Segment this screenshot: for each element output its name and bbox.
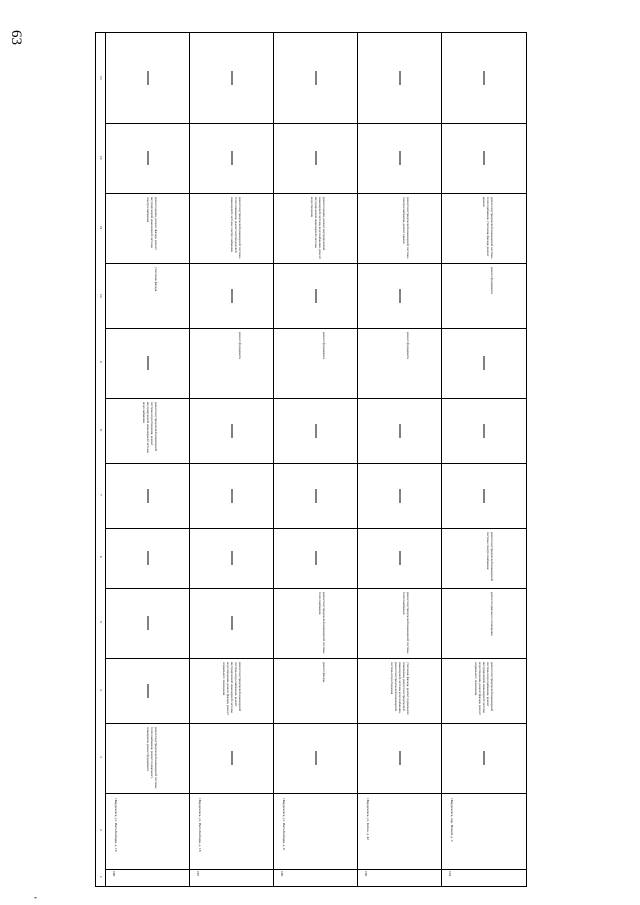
corner-mark: - <box>34 892 37 902</box>
header-number: 13 <box>99 76 103 80</box>
cell-dash <box>484 71 485 85</box>
row-divider <box>274 328 357 329</box>
cell-work-text: ремонт фундамента <box>322 332 326 359</box>
row-number: 188 <box>112 871 116 877</box>
cell-dash <box>315 751 316 765</box>
cell-dash <box>231 424 232 438</box>
row-divider <box>442 528 526 529</box>
row-divider <box>442 398 526 399</box>
row-divider <box>106 793 189 794</box>
row-divider <box>106 528 189 529</box>
table-row <box>442 33 526 886</box>
row-address: г.Бердичевск, ул. Вити Кобзаря, д. 16 <box>114 798 118 852</box>
row-divider <box>358 463 441 464</box>
row-divider <box>442 869 526 870</box>
row-divider <box>358 869 441 870</box>
header-number: 3 <box>99 756 103 758</box>
row-divider <box>442 658 526 659</box>
row-divider <box>274 123 357 124</box>
row-divider <box>442 723 526 724</box>
cell-dash <box>231 71 232 85</box>
cell-work-text: ремонт подвального помещения <box>490 592 494 636</box>
row-divider <box>190 588 273 589</box>
row-divider <box>106 463 189 464</box>
cell-dash <box>399 551 400 565</box>
cell-work-text: ремонт внутридомовой инженерной системы водоснабжения, ремонт внутридомовой инженерной системы водоотведения, ремонт фасада, ремонт подвального помещения <box>474 662 494 715</box>
data-table <box>95 32 527 887</box>
row-divider <box>442 793 526 794</box>
header-number: 6 <box>99 556 103 558</box>
row-divider <box>106 588 189 589</box>
row-divider <box>106 869 189 870</box>
row-divider <box>106 193 189 194</box>
cell-dash <box>315 551 316 565</box>
header-column <box>96 33 106 886</box>
header-number: 4 <box>99 688 103 691</box>
cell-dash <box>484 751 485 765</box>
table-row <box>358 33 442 886</box>
header-number: 10 <box>99 293 103 297</box>
cell-dash <box>231 151 232 165</box>
row-divider <box>106 658 189 659</box>
row-divider <box>106 398 189 399</box>
row-number: 190 <box>364 871 368 877</box>
table-row <box>274 33 358 886</box>
cell-work-text: утепление фасада <box>154 267 158 292</box>
cell-work-text: ремонт внутридомовой инженерной системы теплоснабжения, ремонт внутридомовой инженерной системы электроснабжения <box>230 197 242 259</box>
cell-dash <box>484 356 485 370</box>
cell-work-text: ремонт крыши, ремонт внутридомовой инженерной системы водоснабжения, ремонт внутридомовой инженерной системы водоотведения <box>310 197 326 259</box>
header-number: 1 <box>99 875 103 878</box>
row-address: г.Бердичевск, ул. Вити Кобзаря, д. 6 <box>282 798 286 850</box>
cell-dash <box>484 489 485 503</box>
page-number: 63 <box>8 30 24 45</box>
row-divider <box>442 588 526 589</box>
row-divider <box>190 528 273 529</box>
row-divider <box>274 193 357 194</box>
cell-dash <box>484 424 485 438</box>
cell-dash <box>484 151 485 165</box>
row-divider <box>358 588 441 589</box>
cell-dash <box>315 489 316 503</box>
cell-work-text: ремонт внутридомовой инженерной системы электроснабжения <box>486 532 494 582</box>
cell-dash <box>315 151 316 165</box>
cell-dash <box>315 71 316 85</box>
cell-dash <box>315 289 316 303</box>
row-divider <box>106 123 189 124</box>
row-number: 187 <box>196 871 200 877</box>
cell-dash <box>231 751 232 765</box>
cell-dash <box>147 551 148 565</box>
row-divider <box>190 193 273 194</box>
header-number: 8 <box>99 428 103 431</box>
row-divider <box>358 398 441 399</box>
cell-dash <box>147 684 148 698</box>
row-divider <box>106 328 189 329</box>
row-divider <box>106 263 189 264</box>
cell-work-text: ремонт фундамента <box>490 267 494 294</box>
header-number: 11 <box>99 226 103 230</box>
row-divider <box>358 793 441 794</box>
cell-work-text: ремонт фундамента <box>406 332 410 359</box>
header-number: 7 <box>99 493 103 496</box>
table-row <box>190 33 274 886</box>
row-divider <box>274 398 357 399</box>
row-divider <box>190 723 273 724</box>
cell-work-text: ремонт внутридомовой инженерной системы электроснабжения, ремонт крыши <box>402 197 410 259</box>
cell-dash <box>231 489 232 503</box>
row-divider <box>442 463 526 464</box>
row-address: г.Бердичевск, пер. Новый, д. 3 <box>450 798 454 842</box>
row-divider <box>442 123 526 124</box>
row-divider <box>274 463 357 464</box>
cell-dash <box>147 71 148 85</box>
cell-dash <box>399 289 400 303</box>
row-divider <box>274 658 357 659</box>
row-divider <box>274 723 357 724</box>
row-divider <box>106 723 189 724</box>
table-row <box>106 33 190 886</box>
row-divider <box>442 328 526 329</box>
cell-work-text: утепление фасада, ремонт подвального помещения, ремонт внутридомовой инженерной системы водоснабжения, ремонт внутридомовой инженерной системы водоотведения <box>390 662 410 716</box>
row-divider <box>442 263 526 264</box>
row-address: г.Бердичевск, ул. Котко, д. 42 <box>366 798 370 840</box>
row-address: г.Бердичевск, ул. Вити Кобзаря, д. 18 <box>198 798 202 852</box>
row-divider <box>358 528 441 529</box>
cell-dash <box>231 551 232 565</box>
cell-dash <box>399 71 400 85</box>
cell-dash <box>399 424 400 438</box>
row-divider <box>190 869 273 870</box>
row-divider <box>190 658 273 659</box>
cell-dash <box>399 151 400 165</box>
cell-dash <box>147 489 148 503</box>
row-divider <box>274 793 357 794</box>
cell-work-text: ремонт внутридомовой инженерной системы теплоснабжения, утепление фасада, ремонт крыши <box>482 197 494 259</box>
row-divider <box>442 193 526 194</box>
row-divider <box>274 588 357 589</box>
row-divider <box>190 463 273 464</box>
cell-dash <box>231 616 232 630</box>
cell-work-text: ремонт фасада <box>322 662 326 682</box>
row-divider <box>358 328 441 329</box>
cell-work-text: ремонт внутридомовой инженерной системы теплоснабжения <box>318 592 326 654</box>
row-divider <box>274 263 357 264</box>
row-divider <box>274 869 357 870</box>
cell-dash <box>231 289 232 303</box>
row-divider <box>274 528 357 529</box>
row-divider <box>190 123 273 124</box>
cell-work-text: ремонт фундамента <box>238 332 242 359</box>
cell-work-text: ремонт внутридомовой инженерной системы теплоснабжения <box>402 592 410 654</box>
header-number: 2 <box>99 829 103 831</box>
cell-dash <box>147 616 148 630</box>
cell-work-text: ремонт внутридомовой инженерной системы теплоснабжения, ремонт подвального помещения, ремонт фундамента <box>146 727 158 789</box>
row-divider <box>190 263 273 264</box>
row-divider <box>358 193 441 194</box>
row-number: 191 <box>448 871 452 877</box>
header-number: 5 <box>99 621 103 623</box>
cell-dash <box>399 489 400 503</box>
row-number: 189 <box>280 871 284 877</box>
row-divider <box>358 123 441 124</box>
row-divider <box>358 658 441 659</box>
cell-dash <box>399 751 400 765</box>
header-number: 12 <box>99 156 103 160</box>
cell-work-text: ремонт внутридомовой инженерной системы водоснабжения, ремонт внутридомовой инженерной системы водоотведения, ремонт фасада, ремонт подвального помещения <box>222 662 242 715</box>
row-divider <box>358 263 441 264</box>
cell-dash <box>315 424 316 438</box>
cell-dash <box>147 356 148 370</box>
row-divider <box>358 723 441 724</box>
cell-work-text: ремонт внутридомовой инженерной системы водоотведения, ремонт внутридомовой инженерной системы водоснабжения <box>142 402 158 453</box>
row-divider <box>190 398 273 399</box>
row-divider <box>190 793 273 794</box>
cell-dash <box>147 151 148 165</box>
row-divider <box>190 328 273 329</box>
header-number: 9 <box>99 361 103 363</box>
cell-work-text: ремонт крыши, ремонт фасада, ремонт внутридомовой инженерной системы электроснабжения <box>146 197 158 250</box>
